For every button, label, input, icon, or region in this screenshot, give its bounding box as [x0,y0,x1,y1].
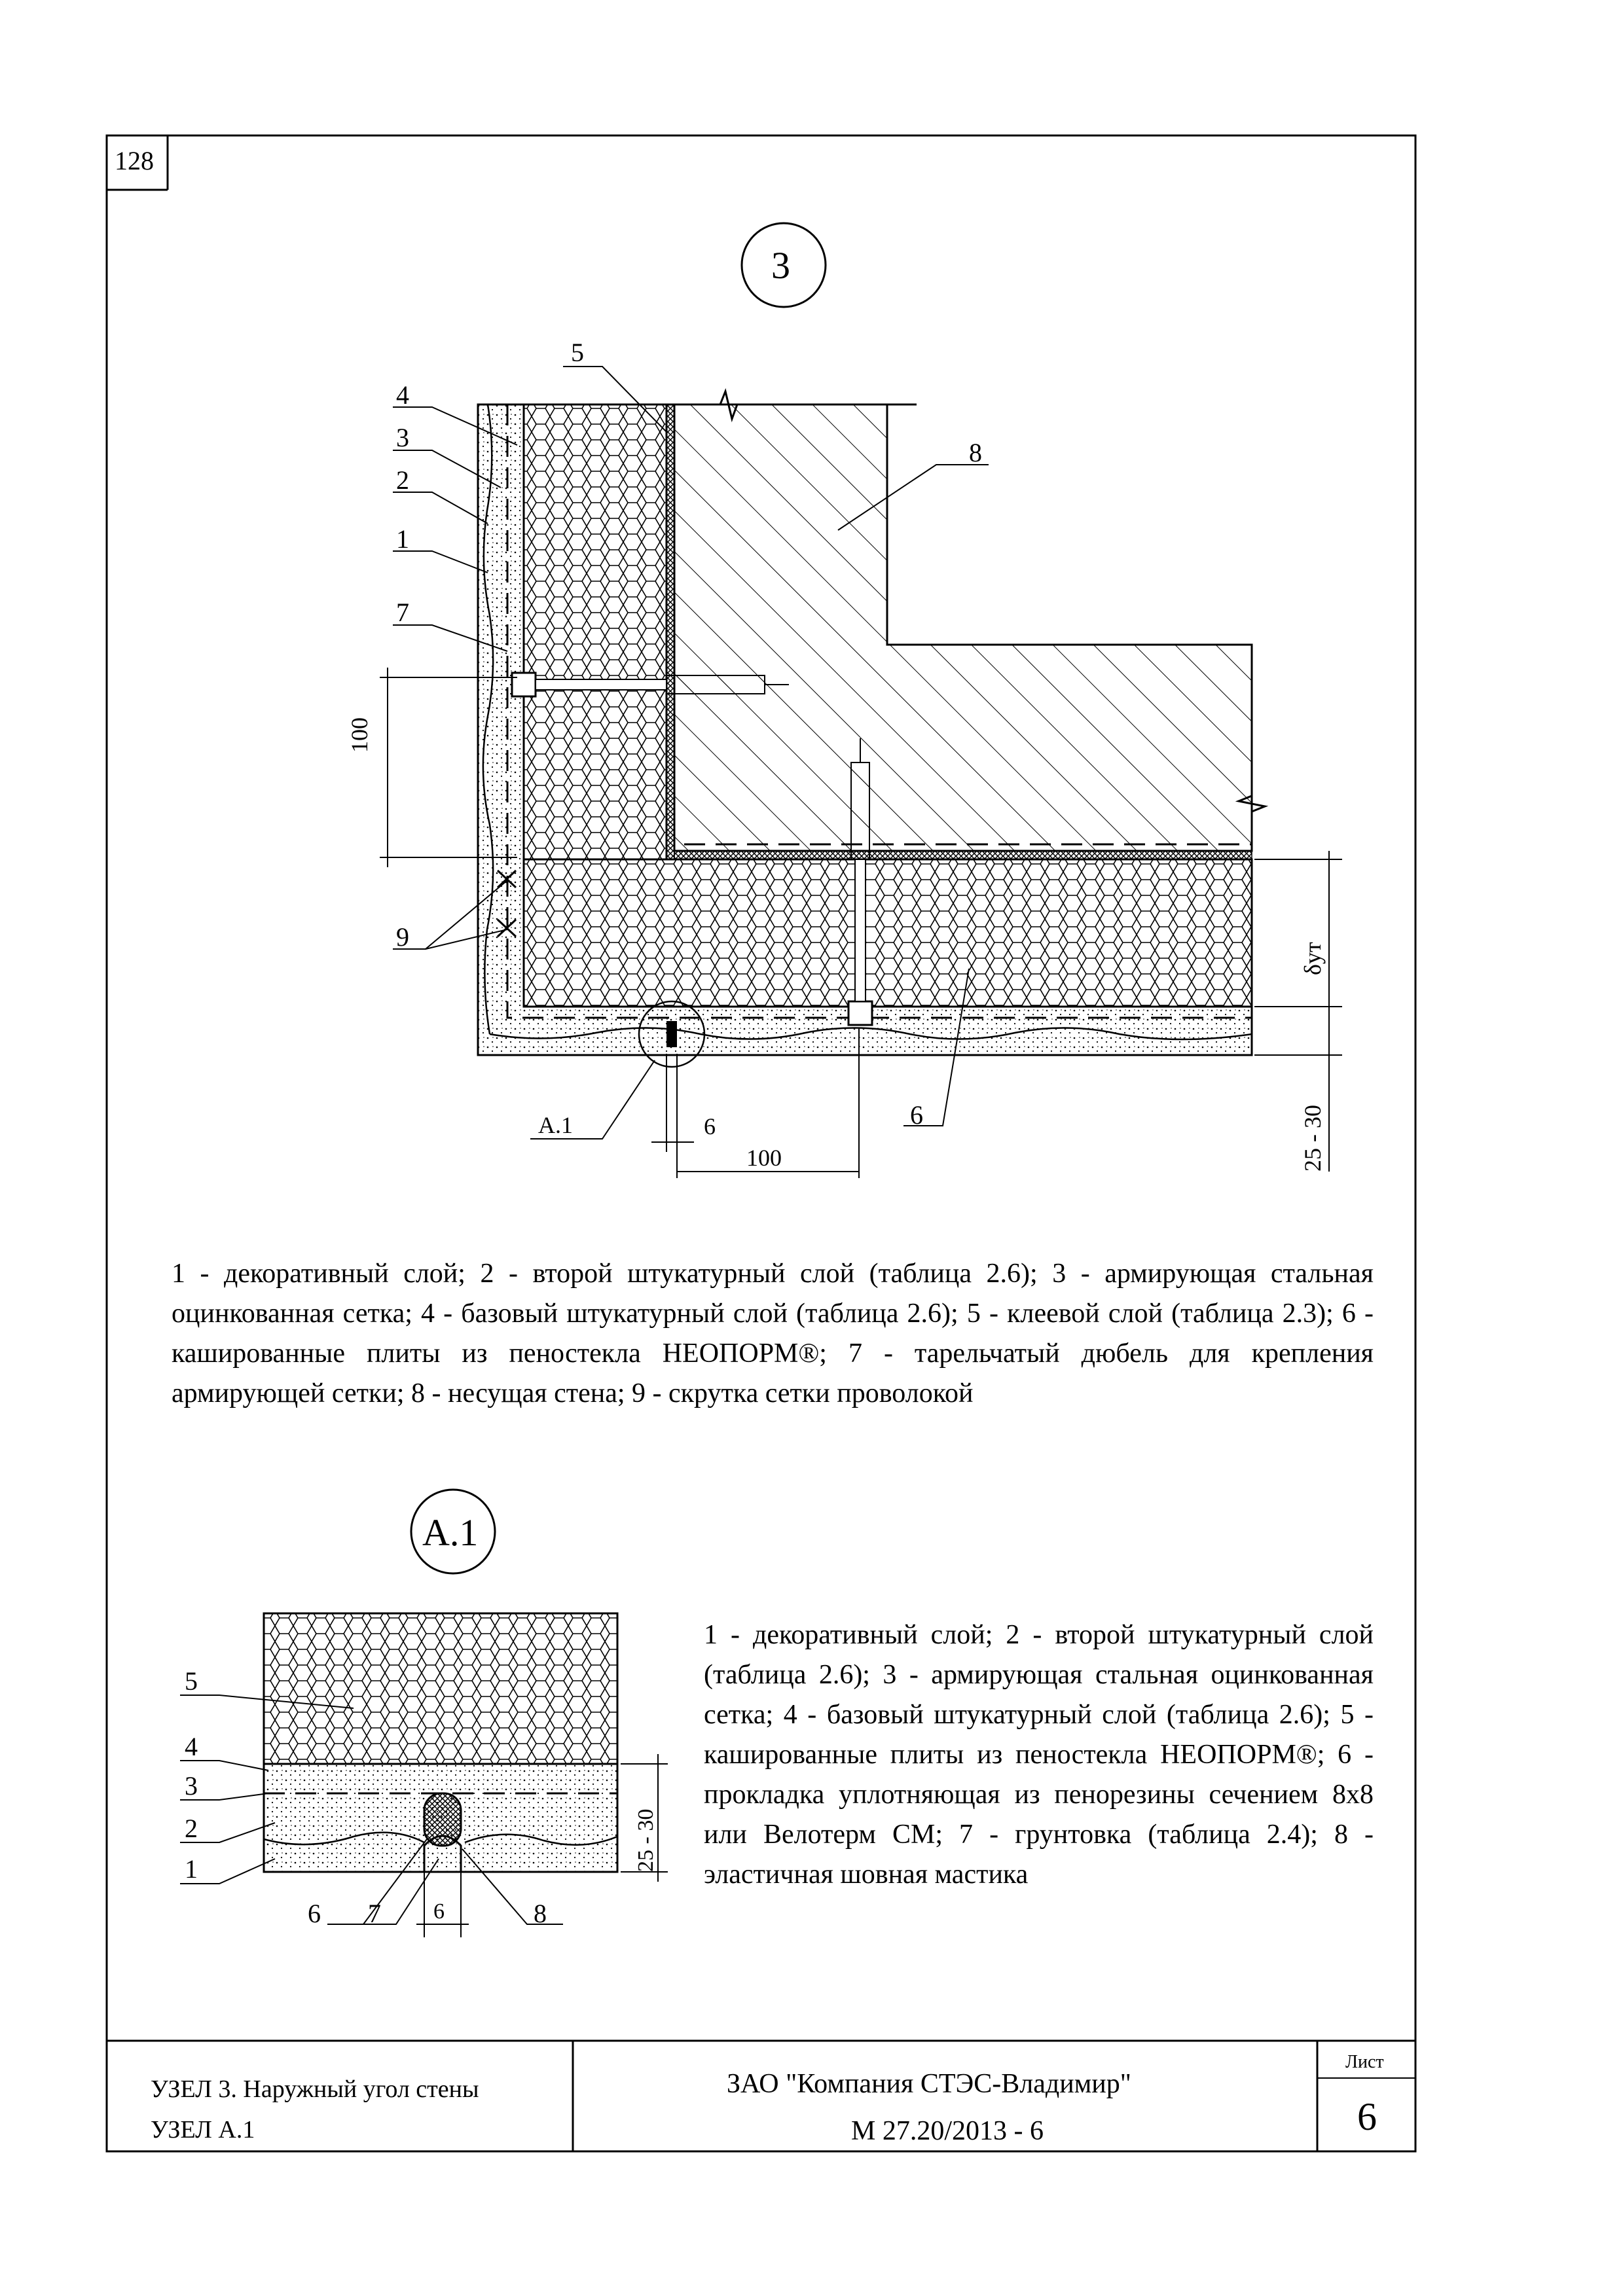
a1-callout-5: 5 [185,1666,198,1696]
joint-seal [666,1021,677,1047]
a1-dim-plaster-thickness: 25 - 30 [634,1808,658,1872]
title-block-line2: УЗЕЛ А.1 [151,2116,255,2144]
dim-plaster-thickness: 25 - 30 [1300,1105,1326,1172]
a1-callout-3: 3 [185,1771,198,1801]
bearing-wall [674,404,1252,851]
page-number: 128 [115,146,154,175]
a1-callout-8: 8 [534,1899,547,1928]
callout-1: 1 [396,524,409,554]
a1-callout-1: 1 [185,1854,198,1884]
callout-6: 6 [910,1100,923,1130]
horizontal-insulation [524,859,1252,1007]
nodeA1-legend: 1 - декоративный слой; 2 - второй штукатурный слой (таблица 2.6); 3 - армирующая стальная оцинкованная сетка; 4 - базовый штукатурный слой (таблица 2.6); 5 - кашированные плиты из пеностекла НЕОПОРМ®; 6 - прокладка уплотняющая из пенорезины сечением 8х8 или Велотерм СМ; 7 - грунтовка (таблица 2.4); 8 - эластичная шовная мастика [704,1620,1374,1890]
callout-8: 8 [969,438,982,467]
dim-vertical-100: 100 [346,717,373,753]
title-block-code: М 27.20/2013 - 6 [851,2116,1044,2146]
detail-ref-a1: A.1 [538,1112,573,1138]
a1-callout-7: 7 [368,1899,381,1928]
title-block-sheet-label: Лист [1345,2052,1384,2072]
a1-dim-joint-6: 6 [433,1899,445,1924]
callout-5: 5 [571,338,584,367]
callout-2: 2 [396,465,409,495]
callout-4: 4 [396,380,409,410]
a1-insulation [264,1613,617,1764]
callout-9: 9 [396,922,409,952]
dim-horizontal-100: 100 [746,1145,782,1171]
a1-joint-mastic [424,1793,461,1846]
title-block-line1: УЗЕЛ 3. Наружный угол стены [151,2075,479,2103]
dim-insulation-thickness: δут [1300,942,1326,975]
a1-callout-2: 2 [185,1814,198,1843]
dim-joint-6: 6 [704,1113,716,1139]
callout-3: 3 [396,423,409,452]
title-block-company: ЗАО "Компания СТЭС-Владимир" [727,2069,1131,2099]
title-block-sheet-number: 6 [1357,2095,1377,2138]
node3-title: 3 [771,244,790,287]
adhesive-layer-vertical [666,404,674,859]
vertical-insulation [524,404,666,859]
node3-legend: 1 - декоративный слой; 2 - второй штукатурный слой (таблица 2.6); 3 - армирующая стальная оцинкованная сетка; 4 - базовый штукатурный слой (таблица 2.6); 5 - клеевой слой (таблица 2.3); 6 - кашированные плиты из пеностекла НЕОПОРМ®; 7 - тарельчатый дюбель для крепления армирующей сетки; 8 - несущая стена; 9 - скрутка сетки проволокой [172,1259,1374,1408]
a1-callout-4: 4 [185,1732,198,1761]
a1-callout-6: 6 [308,1899,321,1928]
nodeA1-title: А.1 [422,1511,479,1554]
callout-7: 7 [396,598,409,627]
adhesive-layer-horizontal [674,851,1252,859]
